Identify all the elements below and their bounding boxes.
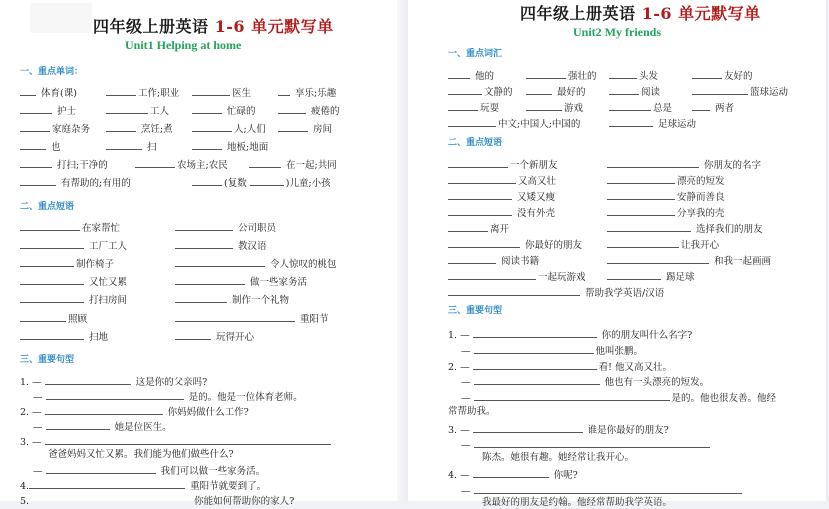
answer-blank[interactable] (692, 85, 748, 95)
worksheet-page-2: 四年级上册英语 1-6 单元默写单 Unit2 My friends 一、重点词汇 他的 强壮的 头发 友好的 文静的 最好的 阅读 篮球运动 玩耍 游戏 总是 两者 中文;中国人;中国的 足球运动 二、重点短语 一个新朋友 你朋友的名字 又高又壮 漂亮的短发 又矮又瘦 安静而善良 没有外壳 分享我的壳 离开 选择我们的朋友 你最好的朋友 让我开心 阅读书籍 和我一起画画 一起玩游戏 踢足球 帮助我学英语/汉语 三、重要句型 1. — 你的朋友叫什么名字? — 他叫张鹏。 2. — 看! 他又高又壮。 — 他也有一头漂亮的短发。 — 是的。他也很友善。他经 常帮助我。 3. — 谁是你最好的朋友? — 陈杰。她很有趣。她经常让我开心。 4. — 你呢? — 我最好的朋友是约翰。他经常帮助我学英语。 (408, 0, 826, 501)
sentence-row: 3. — 谁是你最好的朋友? (448, 425, 669, 436)
answer-blank[interactable] (20, 86, 36, 96)
answer-blank[interactable] (448, 69, 470, 79)
section-heading-words: 一、重点词汇 (448, 49, 503, 59)
answer-blank[interactable] (607, 238, 679, 248)
answer-blank[interactable] (609, 85, 639, 95)
page-title: 四年级上册英语 1-6 单元默写单 (520, 4, 761, 23)
section-heading-words: 一、重点单词： (20, 67, 84, 77)
answer-blank[interactable] (474, 344, 594, 354)
answer-blank[interactable] (474, 484, 742, 494)
worksheet-page-1: 四年级上册英语 1-6 单元默写单 Unit1 Helping at home 一、重点单词： 体育(课) 工作;职业 医生 享乐;乐趣 护士 工人 忙碌的 疲倦的 家庭杂务 烹饪;煮 人;人们 房间 也 扫 地板;地面 打扫;干净的 农场主;农民 在一起;共同 有帮助的;有用的 (复数 )儿童;小孩 二、重点短语 在家帮忙 公司职员 工厂工人 教汉语 制作椅子 令人惊叹的桃包 又忙又累 做一些家务活 打扫房间 制作一个礼物 照顾 重阳节 扫地 玩得开心 三、重要句型 1. — 这是你的父亲吗? — 是的。他是一位体育老师。 2. — 你妈妈做什么工作? — 她是位医生。 3. — 爸爸妈妈又忙又累。我们能为他们做些什么? — 我们可以做一些家务活。 4. 重阳节就要到了。 5. 你能如何帮助你的家人? (0, 0, 397, 501)
answer-blank[interactable] (609, 101, 651, 111)
answer-blank[interactable] (20, 330, 84, 340)
answer-blank[interactable] (607, 270, 661, 280)
sentence-row: — 是的。他是一位体育老师。 (33, 392, 303, 403)
answer-blank[interactable] (106, 104, 148, 114)
answer-blank[interactable] (135, 158, 175, 168)
answer-blank[interactable] (474, 438, 710, 448)
sentence-row: — 他也有一头漂亮的短发。 (461, 377, 710, 388)
sentence-row: 2. — 你妈妈做什么工作? (20, 407, 249, 418)
answer-blank[interactable] (175, 221, 233, 231)
answer-blank[interactable] (526, 101, 562, 111)
answer-blank[interactable] (474, 391, 670, 401)
answer-blank[interactable] (607, 206, 675, 216)
answer-blank[interactable] (20, 239, 84, 249)
answer-blank[interactable] (473, 328, 597, 338)
answer-blank[interactable] (29, 494, 189, 504)
answer-blank[interactable] (448, 158, 508, 168)
answer-blank[interactable] (46, 420, 110, 430)
answer-blank[interactable] (175, 312, 295, 322)
section-heading-sentences: 三、重要句型 (20, 355, 75, 365)
answer-blank[interactable] (607, 158, 699, 168)
answer-blank[interactable] (249, 158, 281, 168)
sentence-row: — (461, 438, 712, 452)
answer-blank[interactable] (526, 69, 566, 79)
answer-blank[interactable] (609, 117, 653, 127)
answer-blank[interactable] (20, 122, 50, 132)
answer-blank[interactable] (20, 158, 52, 168)
answer-blank[interactable] (607, 254, 709, 264)
image-placeholder (30, 3, 92, 33)
answer-blank[interactable] (448, 85, 482, 95)
answer-blank[interactable] (448, 254, 496, 264)
answer-blank[interactable] (692, 69, 722, 79)
section-heading-sentences: 三、重要句型 (448, 306, 503, 316)
section-heading-phrases: 二、重点短语 (448, 138, 503, 148)
answer-blank[interactable] (20, 275, 84, 285)
sentence-row: — (461, 484, 744, 498)
answer-blank[interactable] (692, 101, 710, 111)
answer-blank[interactable] (45, 435, 331, 445)
sentence-row: — 她是位医生。 (33, 422, 172, 433)
answer-blank[interactable] (250, 176, 284, 186)
unit-title: Unit2 My friends (573, 25, 661, 39)
page-title: 四年级上册英语 1-6 单元默写单 (93, 17, 334, 36)
answer-blank[interactable] (175, 330, 211, 340)
answer-blank[interactable] (526, 85, 552, 95)
answer-blank[interactable] (448, 238, 520, 248)
sentence-row: — 是的。他也很友善。他经 (461, 393, 777, 404)
answer-blank[interactable] (473, 423, 583, 433)
answer-blank[interactable] (448, 286, 580, 296)
section-heading-phrases: 二、重点短语 (20, 202, 75, 212)
sentence-row: — 我们可以做一些家务活。 (33, 466, 266, 477)
answer-blank[interactable] (175, 239, 233, 249)
answer-blank[interactable] (106, 86, 136, 96)
answer-blank[interactable] (20, 104, 52, 114)
sentence-row: 2. — 看! 他又高又壮。 (448, 362, 672, 373)
sentence-row: 爸爸妈妈又忙又累。我们能为他们做些什么? (48, 449, 234, 460)
answer-blank[interactable] (106, 122, 136, 132)
sentence-row: 常帮助我。 (448, 406, 496, 417)
sentence-row: 1. — 这是你的父亲吗? (20, 377, 208, 388)
answer-blank[interactable] (448, 222, 488, 232)
answer-blank[interactable] (46, 390, 184, 400)
sentence-row: 5. 你能如何帮助你的家人? (20, 496, 295, 507)
answer-blank[interactable] (607, 222, 691, 232)
page-gap (397, 0, 408, 501)
answer-blank[interactable] (473, 468, 549, 478)
sentence-row: 我最好的朋友是约翰。他经常帮助我学英语。 (482, 497, 673, 508)
answer-blank[interactable] (278, 122, 308, 132)
answer-blank[interactable] (175, 257, 265, 267)
answer-blank[interactable] (45, 375, 131, 385)
answer-blank[interactable] (448, 101, 478, 111)
sentence-row: 4. — 你呢? (448, 470, 578, 481)
answer-blank[interactable] (448, 270, 536, 280)
sentence-row: 4. 重阳节就要到了。 (20, 481, 267, 492)
sentence-row: 3. — (20, 435, 333, 449)
answer-blank[interactable] (46, 464, 156, 474)
answer-blank[interactable] (20, 293, 84, 303)
answer-blank[interactable] (29, 479, 185, 489)
answer-blank[interactable] (448, 206, 512, 216)
answer-blank[interactable] (448, 190, 512, 200)
answer-blank[interactable] (192, 104, 222, 114)
answer-blank[interactable] (20, 257, 74, 267)
answer-blank[interactable] (474, 375, 600, 385)
answer-blank[interactable] (192, 176, 222, 186)
sentence-row: — 他叫张鹏。 (461, 346, 644, 357)
answer-blank[interactable] (45, 405, 163, 415)
answer-blank[interactable] (20, 221, 80, 231)
answer-blank[interactable] (175, 275, 245, 285)
answer-blank[interactable] (473, 360, 597, 370)
answer-blank[interactable] (448, 174, 516, 184)
answer-blank[interactable] (609, 69, 637, 79)
answer-blank[interactable] (20, 312, 66, 322)
answer-blank[interactable] (20, 176, 56, 186)
answer-blank[interactable] (20, 140, 46, 150)
sentence-row: 1. — 你的朋友叫什么名字? (448, 330, 693, 341)
answer-blank[interactable] (278, 104, 306, 114)
answer-blank[interactable] (607, 190, 675, 200)
unit-title: Unit1 Helping at home (125, 38, 242, 52)
answer-blank[interactable] (106, 140, 142, 150)
sentence-row: 陈杰。她很有趣。她经常让我开心。 (482, 452, 635, 463)
answer-blank[interactable] (192, 122, 232, 132)
answer-blank[interactable] (607, 174, 675, 184)
answer-blank[interactable] (192, 140, 222, 150)
answer-blank[interactable] (175, 293, 227, 303)
answer-blank[interactable] (278, 86, 290, 96)
answer-blank[interactable] (448, 117, 496, 127)
answer-blank[interactable] (192, 86, 230, 96)
